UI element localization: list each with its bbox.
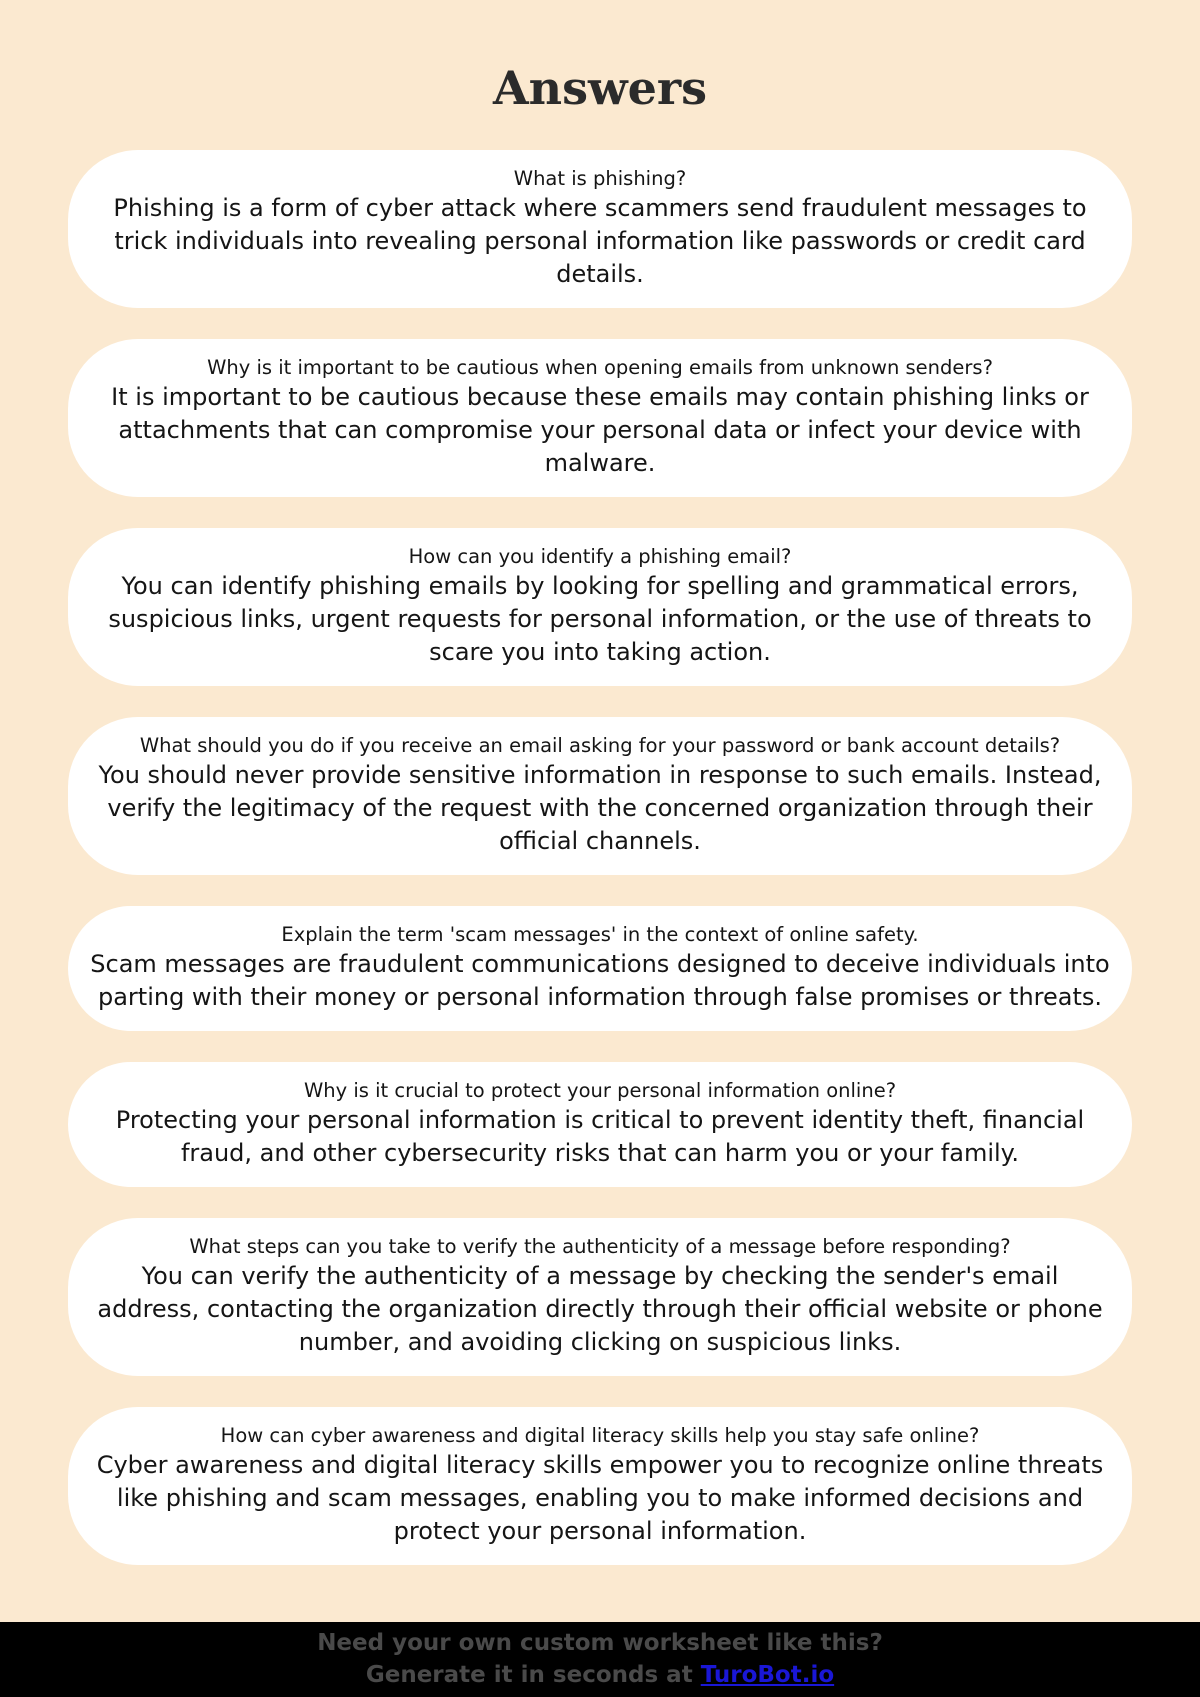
- page-title: Answers: [492, 61, 708, 115]
- footer-line-2-prefix: Generate it in seconds at: [365, 1662, 701, 1688]
- footer-line-1: Need your own custom worksheet like this?: [317, 1630, 883, 1656]
- qa-card: [68, 150, 1132, 308]
- answer-text: You can identify phishing emails by looking for spelling and grammatical errors, suspicious links, urgent requests for personal information, or the use of threats to scare you into taking action.: [108, 572, 1092, 666]
- question-text: What should you do if you receive an email asking for your password or bank account details?: [139, 734, 1061, 757]
- qa-card: [68, 1062, 1132, 1187]
- answer-text: Scam messages are fraudulent communications designed to deceive individuals into parting with their money or personal information through false promises or threats.: [90, 950, 1110, 1011]
- promo-footer: [0, 1622, 1200, 1697]
- answer-text: You should never provide sensitive information in response to such emails. Instead, verify the legitimacy of the request with the concerned organization through their official channels.: [98, 761, 1102, 855]
- answer-text: Phishing is a form of cyber attack where scammers send fraudulent messages to trick individuals into revealing personal information like passwords or credit card details.: [113, 194, 1087, 288]
- question-text: How can cyber awareness and digital literacy skills help you stay safe online?: [220, 1424, 980, 1447]
- footer-line-2: [0, 1659, 1200, 1691]
- question-text: Why is it important to be cautious when opening emails from unknown senders?: [207, 356, 993, 379]
- qa-card: [68, 1218, 1132, 1376]
- qa-list: [68, 150, 1132, 1596]
- qa-card: [68, 339, 1132, 497]
- qa-card: [68, 906, 1132, 1031]
- answer-text: It is important to be cautious because these emails may contain phishing links or attachments that can compromise your personal data or infect your device with malware.: [111, 383, 1089, 477]
- question-text: Explain the term 'scam messages' in the context of online safety.: [281, 923, 919, 946]
- question-text: How can you identify a phishing email?: [408, 545, 792, 568]
- answer-text: Cyber awareness and digital literacy skills empower you to recognize online threats like phishing and scam messages, enabling you to make informed decisions and protect your personal information.: [96, 1451, 1104, 1545]
- question-text: What is phishing?: [513, 167, 687, 190]
- turobot-link[interactable]: TuroBot.io: [700, 1662, 835, 1688]
- question-text: Why is it crucial to protect your personal information online?: [303, 1079, 897, 1102]
- answer-text: Protecting your personal information is critical to prevent identity theft, financial fraud, and other cybersecurity risks that can harm you or your family.: [115, 1106, 1085, 1167]
- qa-card: [68, 528, 1132, 686]
- question-text: What steps can you take to verify the authenticity of a message before responding?: [189, 1235, 1011, 1258]
- qa-card: [68, 1407, 1132, 1565]
- answer-text: You can verify the authenticity of a message by checking the sender's email address, contacting the organization directly through their official website or phone number, and avoiding clicking on suspicious links.: [97, 1262, 1103, 1356]
- qa-card: [68, 717, 1132, 875]
